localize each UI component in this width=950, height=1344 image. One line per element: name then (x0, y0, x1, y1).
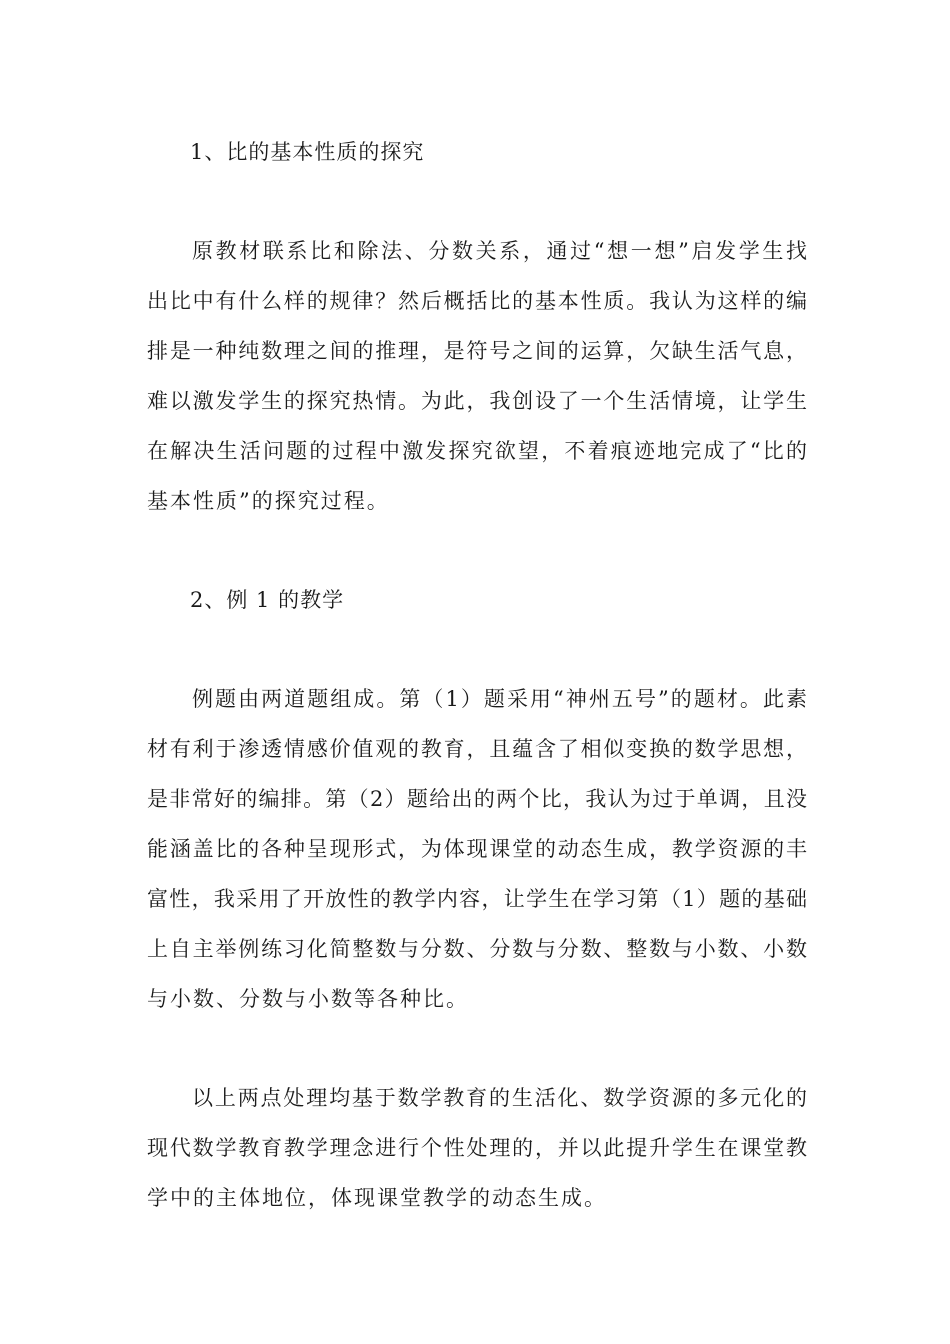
paragraph-line: 与小数、分数与小数等各种比。 (147, 987, 469, 1011)
paragraph-line: 能涵盖比的各种呈现形式，为体现课堂的动态生成，教学资源的丰 (147, 837, 807, 861)
paragraph-line: 以上两点处理均基于数学教育的生活化、数学资源的多元化的 (192, 1086, 807, 1110)
paragraph-line: 难以激发学生的探究热情。为此，我创设了一个生活情境，让学生 (147, 389, 807, 413)
paragraph-line: 现代数学教育教学理念进行个性处理的，并以此提升学生在课堂教 (147, 1136, 807, 1160)
paragraph-line: 是非常好的编排。第（2）题给出的两个比，我认为过于单调，且没 (147, 787, 807, 811)
paragraph-line: 在解决生活问题的过程中激发探究欲望，不着痕迹地完成了“比的 (147, 439, 807, 463)
paragraph-line: 上自主举例练习化简整数与分数、分数与分数、整数与小数、小数 (147, 937, 807, 961)
paragraph-line: 出比中有什么样的规律？然后概括比的基本性质。我认为这样的编 (147, 289, 807, 313)
paragraph-line: 富性，我采用了开放性的教学内容，让学生在学习第（1）题的基础 (147, 887, 807, 911)
paragraph-line: 基本性质”的探究过程。 (147, 489, 390, 513)
section-2-heading: 2、例 1 的教学 (190, 588, 345, 612)
paragraph-line: 排是一种纯数理之间的推理，是符号之间的运算，欠缺生活气息， (147, 339, 807, 363)
section-1-heading: 1、比的基本性质的探究 (190, 140, 425, 164)
paragraph-line: 学中的主体地位，体现课堂教学的动态生成。 (147, 1186, 607, 1210)
paragraph-line: 例题由两道题组成。第（1）题采用“神州五号”的题材。此素 (192, 687, 807, 711)
paragraph-line: 原教材联系比和除法、分数关系，通过“想一想”启发学生找 (192, 239, 807, 263)
paragraph-line: 材有利于渗透情感价值观的教育，且蕴含了相似变换的数学思想， (147, 737, 807, 761)
